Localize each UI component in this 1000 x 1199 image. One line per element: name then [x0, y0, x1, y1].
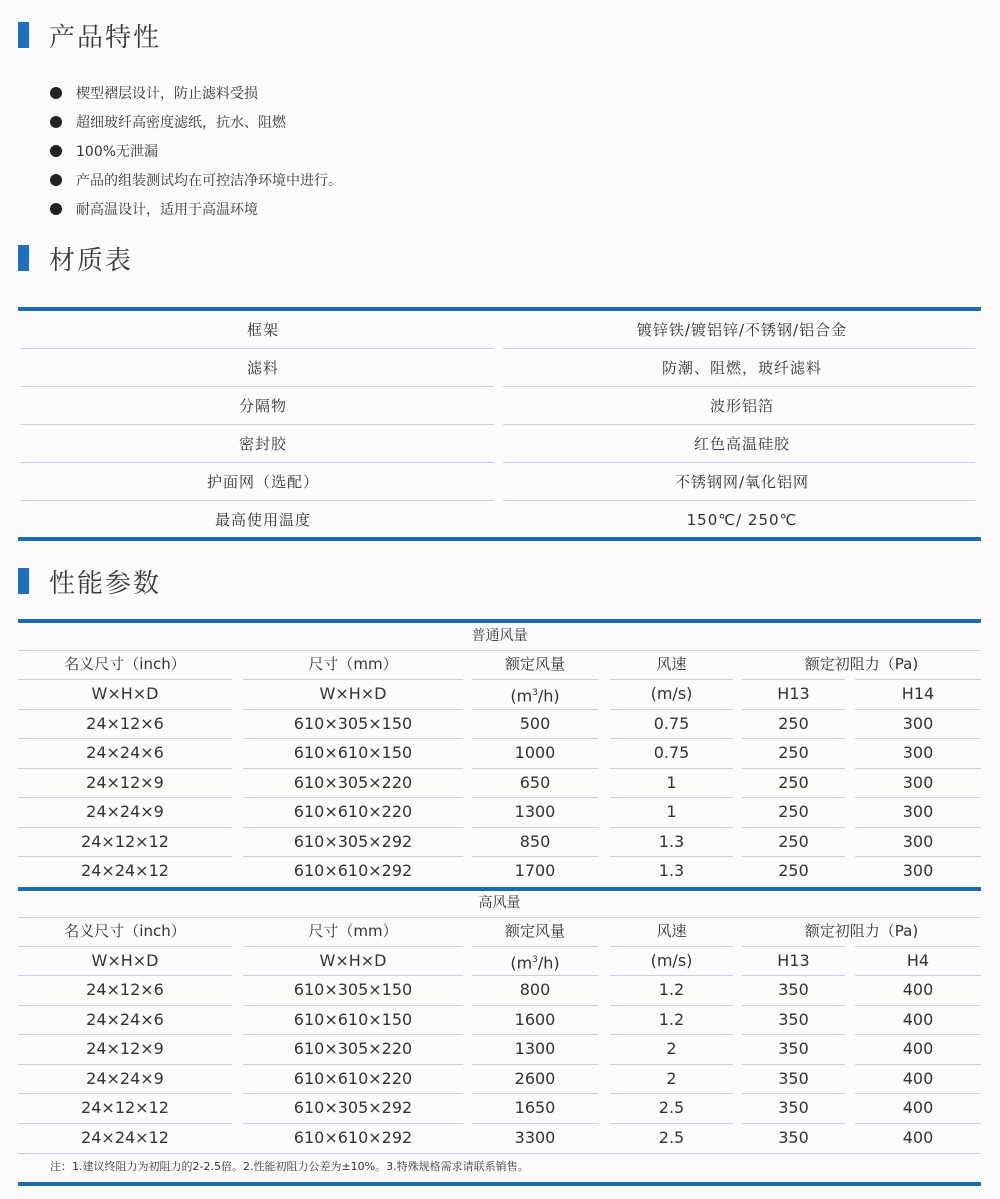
section-title: 产品特性 [49, 22, 162, 53]
column-header-resistance: 额定初阻力（Pa) [804, 921, 919, 940]
rated-airflow-cell: 850 [519, 831, 551, 851]
unit-airflow-prefix: (m [510, 952, 533, 972]
feature-text: 楔型褶层设计，防止滤料受损 [76, 85, 258, 102]
units-row [18, 679, 981, 708]
resistance-grade-1-cell: 250 [778, 802, 809, 821]
column-header-nominal-size: 名义尺寸（inch） [64, 655, 186, 673]
resistance-grade-2-cell: 400 [902, 1127, 934, 1147]
table-row [18, 1064, 981, 1093]
feature-item [50, 136, 342, 165]
column-header-velocity: 风速 [656, 655, 687, 673]
unit-airflow-exponent: 3 [532, 688, 538, 698]
size-mm-cell: 610×610×292 [293, 1127, 413, 1147]
rated-airflow-cell: 1000 [514, 743, 556, 762]
nominal-size-cell: 24×24×6 [86, 1009, 164, 1029]
material-label: 护面网（选配） [206, 473, 319, 491]
resistance-grade-2-cell: 400 [902, 980, 934, 999]
table-row [18, 1034, 981, 1063]
header-row [18, 650, 981, 679]
velocity-cell: 0.75 [653, 743, 690, 762]
material-row [18, 463, 981, 501]
column-header-velocity: 风速 [656, 921, 687, 940]
nominal-size-cell: 24×24×12 [81, 1127, 169, 1147]
velocity-cell: 0.75 [653, 713, 690, 733]
table-bottom-rule [18, 537, 981, 541]
material-row [18, 349, 981, 387]
resistance-grade-1-cell: 250 [778, 772, 809, 792]
size-mm-cell: 610×305×292 [293, 1098, 413, 1117]
table-row [18, 709, 981, 738]
velocity-cell: 1 [666, 772, 677, 792]
material-value: 不锈钢网/氧化铝网 [674, 473, 810, 491]
section-marker-bar [18, 568, 29, 594]
unit-airflow-prefix: (m [510, 686, 533, 706]
table-row [18, 975, 981, 1004]
bullet-icon [50, 145, 62, 157]
resistance-grade-2-cell: 300 [902, 802, 934, 821]
unit-airflow [472, 946, 598, 975]
unit-nominal: W×H×D [91, 950, 159, 970]
resistance-grade-1-cell: 250 [778, 831, 809, 851]
size-mm-cell: 610×610×150 [293, 1009, 413, 1029]
bullet-icon [50, 87, 62, 99]
resistance-grade-2-cell: 300 [902, 861, 934, 880]
nominal-size-cell: 24×24×12 [81, 861, 169, 880]
nominal-size-cell: 24×12×6 [86, 713, 164, 733]
feature-text: 耐高温设计，适用于高温环境 [76, 201, 258, 218]
velocity-cell: 1.3 [658, 831, 685, 851]
unit-airflow [472, 679, 598, 708]
rated-airflow-cell: 500 [519, 713, 551, 733]
group-label-standard: 普通风量 [471, 628, 528, 644]
velocity-cell: 2.5 [658, 1127, 685, 1147]
resistance-grade-2-cell: 300 [902, 831, 934, 851]
velocity-cell: 2 [666, 1039, 677, 1058]
feature-item [50, 165, 342, 194]
unit-velocity: (m/s) [650, 684, 693, 703]
resistance-grade-1-cell: 250 [778, 861, 809, 880]
column-header-size: 尺寸（mm） [308, 655, 398, 673]
material-label: 分隔物 [238, 397, 287, 415]
units-row [18, 946, 981, 975]
rated-airflow-cell: 1300 [514, 1039, 556, 1058]
nominal-size-cell: 24×12×6 [86, 980, 164, 999]
section-title: 材质表 [49, 245, 134, 276]
feature-text: 100%无泄漏 [76, 143, 159, 160]
resistance-grade-2-cell: 400 [902, 1039, 934, 1058]
resistance-grade-1-cell: 350 [778, 1039, 809, 1058]
feature-item [50, 194, 342, 223]
feature-item [50, 78, 342, 107]
unit-airflow-exponent: 3 [532, 954, 538, 965]
material-label: 滤料 [246, 359, 279, 377]
material-value: 红色高温硅胶 [693, 435, 790, 453]
rated-airflow-cell: 2600 [514, 1068, 556, 1088]
bullet-icon [50, 116, 62, 128]
nominal-size-cell: 24×24×9 [86, 1068, 164, 1088]
resistance-grade-2-cell: 400 [902, 1098, 934, 1117]
velocity-cell: 1 [666, 802, 677, 821]
grade-2: H4 [906, 950, 930, 970]
unit-airflow-suffix: /h) [537, 686, 560, 706]
velocity-cell: 2 [666, 1068, 677, 1088]
grade-1: H13 [777, 684, 810, 703]
section-header-features [18, 20, 162, 53]
table-note: 注：1.建议终阻力为初阻力的2-2.5倍。2.性能初阻力公差为±10%。3.特殊规格需求请联系销售。 [50, 1160, 529, 1173]
material-label: 最高使用温度 [214, 511, 311, 529]
material-label: 框架 [246, 321, 279, 339]
size-mm-cell: 610×305×292 [293, 831, 413, 851]
column-header-size: 尺寸（mm） [308, 921, 398, 940]
column-header-nominal-size: 名义尺寸（inch） [64, 921, 186, 940]
velocity-cell: 1.2 [658, 1009, 685, 1029]
unit-velocity: (m/s) [650, 950, 693, 970]
feature-text: 产品的组装测试均在可控洁净环境中进行。 [76, 172, 342, 189]
resistance-grade-1-cell: 350 [778, 1068, 809, 1088]
material-row [18, 425, 981, 463]
bullet-icon [50, 203, 62, 215]
table-row [18, 1005, 981, 1034]
rated-airflow-cell: 800 [519, 980, 551, 999]
resistance-grade-1-cell: 350 [778, 1127, 809, 1147]
section-header-materials [18, 243, 134, 276]
feature-item [50, 107, 342, 136]
table-row [18, 1093, 981, 1122]
row-divider [18, 1153, 981, 1154]
bullet-icon [50, 174, 62, 186]
grade-2: H14 [901, 684, 935, 703]
table-row [18, 827, 981, 856]
table-row [18, 738, 981, 767]
unit-size: W×H×D [319, 684, 387, 703]
size-mm-cell: 610×610×150 [293, 743, 413, 762]
size-mm-cell: 610×610×220 [293, 802, 413, 821]
rated-airflow-cell: 3300 [514, 1127, 556, 1147]
table-row [18, 768, 981, 797]
table-bottom-rule [18, 1182, 981, 1186]
size-mm-cell: 610×305×150 [293, 713, 413, 733]
column-header-resistance: 额定初阻力（Pa) [804, 655, 919, 673]
resistance-grade-2-cell: 300 [902, 713, 934, 733]
section-marker-bar [18, 245, 29, 271]
velocity-cell: 1.3 [658, 861, 685, 880]
rated-airflow-cell: 650 [519, 772, 551, 792]
nominal-size-cell: 24×12×12 [81, 1098, 169, 1117]
feature-text: 超细玻纤高密度滤纸，抗水、阻燃 [76, 114, 286, 131]
rated-airflow-cell: 1300 [514, 802, 556, 821]
resistance-grade-1-cell: 250 [778, 743, 809, 762]
velocity-cell: 1.2 [658, 980, 685, 999]
material-row [18, 387, 981, 425]
resistance-grade-1-cell: 350 [778, 1098, 809, 1117]
unit-nominal: W×H×D [91, 684, 159, 703]
section-header-performance [18, 566, 162, 599]
resistance-grade-2-cell: 400 [902, 1009, 934, 1029]
size-mm-cell: 610×305×150 [293, 980, 413, 999]
resistance-grade-2-cell: 300 [902, 743, 934, 762]
size-mm-cell: 610×610×292 [293, 861, 413, 880]
unit-airflow-suffix: /h) [537, 952, 560, 972]
material-value: 镀锌铁/镀铝锌/不锈钢/铝合金 [636, 321, 848, 339]
group-label-high: 高风量 [478, 894, 521, 911]
resistance-grade-2-cell: 300 [902, 772, 934, 792]
table-top-rule [18, 619, 981, 623]
section-title: 性能参数 [49, 568, 162, 599]
material-value: 150℃/ 250℃ [686, 511, 798, 529]
table-row [18, 797, 981, 826]
column-header-airflow: 额定风量 [504, 655, 565, 673]
rated-airflow-cell: 1600 [514, 1009, 556, 1029]
material-row [18, 311, 981, 349]
unit-size: W×H×D [319, 950, 387, 970]
column-header-airflow: 额定风量 [504, 921, 565, 940]
material-value: 波形铝箔 [709, 397, 774, 415]
rated-airflow-cell: 1700 [514, 861, 556, 880]
table-row [18, 856, 981, 885]
material-label: 密封胶 [238, 435, 287, 453]
resistance-grade-2-cell: 400 [902, 1068, 934, 1088]
section-marker-bar [18, 22, 29, 48]
nominal-size-cell: 24×24×6 [86, 743, 164, 762]
material-value: 防潮、阻燃，玻纤滤料 [661, 359, 822, 377]
feature-list [50, 78, 342, 223]
rated-airflow-cell: 1650 [514, 1098, 556, 1117]
nominal-size-cell: 24×12×12 [81, 831, 169, 851]
nominal-size-cell: 24×24×9 [86, 802, 164, 821]
table-row [18, 1123, 981, 1152]
resistance-grade-1-cell: 350 [778, 980, 809, 999]
material-row [18, 501, 981, 539]
velocity-cell: 2.5 [658, 1098, 685, 1117]
size-mm-cell: 610×305×220 [293, 1039, 413, 1058]
size-mm-cell: 610×305×220 [293, 772, 413, 792]
nominal-size-cell: 24×12×9 [86, 1039, 164, 1058]
nominal-size-cell: 24×12×9 [86, 772, 164, 792]
size-mm-cell: 610×610×220 [293, 1068, 413, 1088]
resistance-grade-1-cell: 350 [778, 1009, 809, 1029]
resistance-grade-1-cell: 250 [778, 713, 809, 733]
grade-1: H13 [777, 950, 810, 970]
header-row [18, 917, 981, 946]
